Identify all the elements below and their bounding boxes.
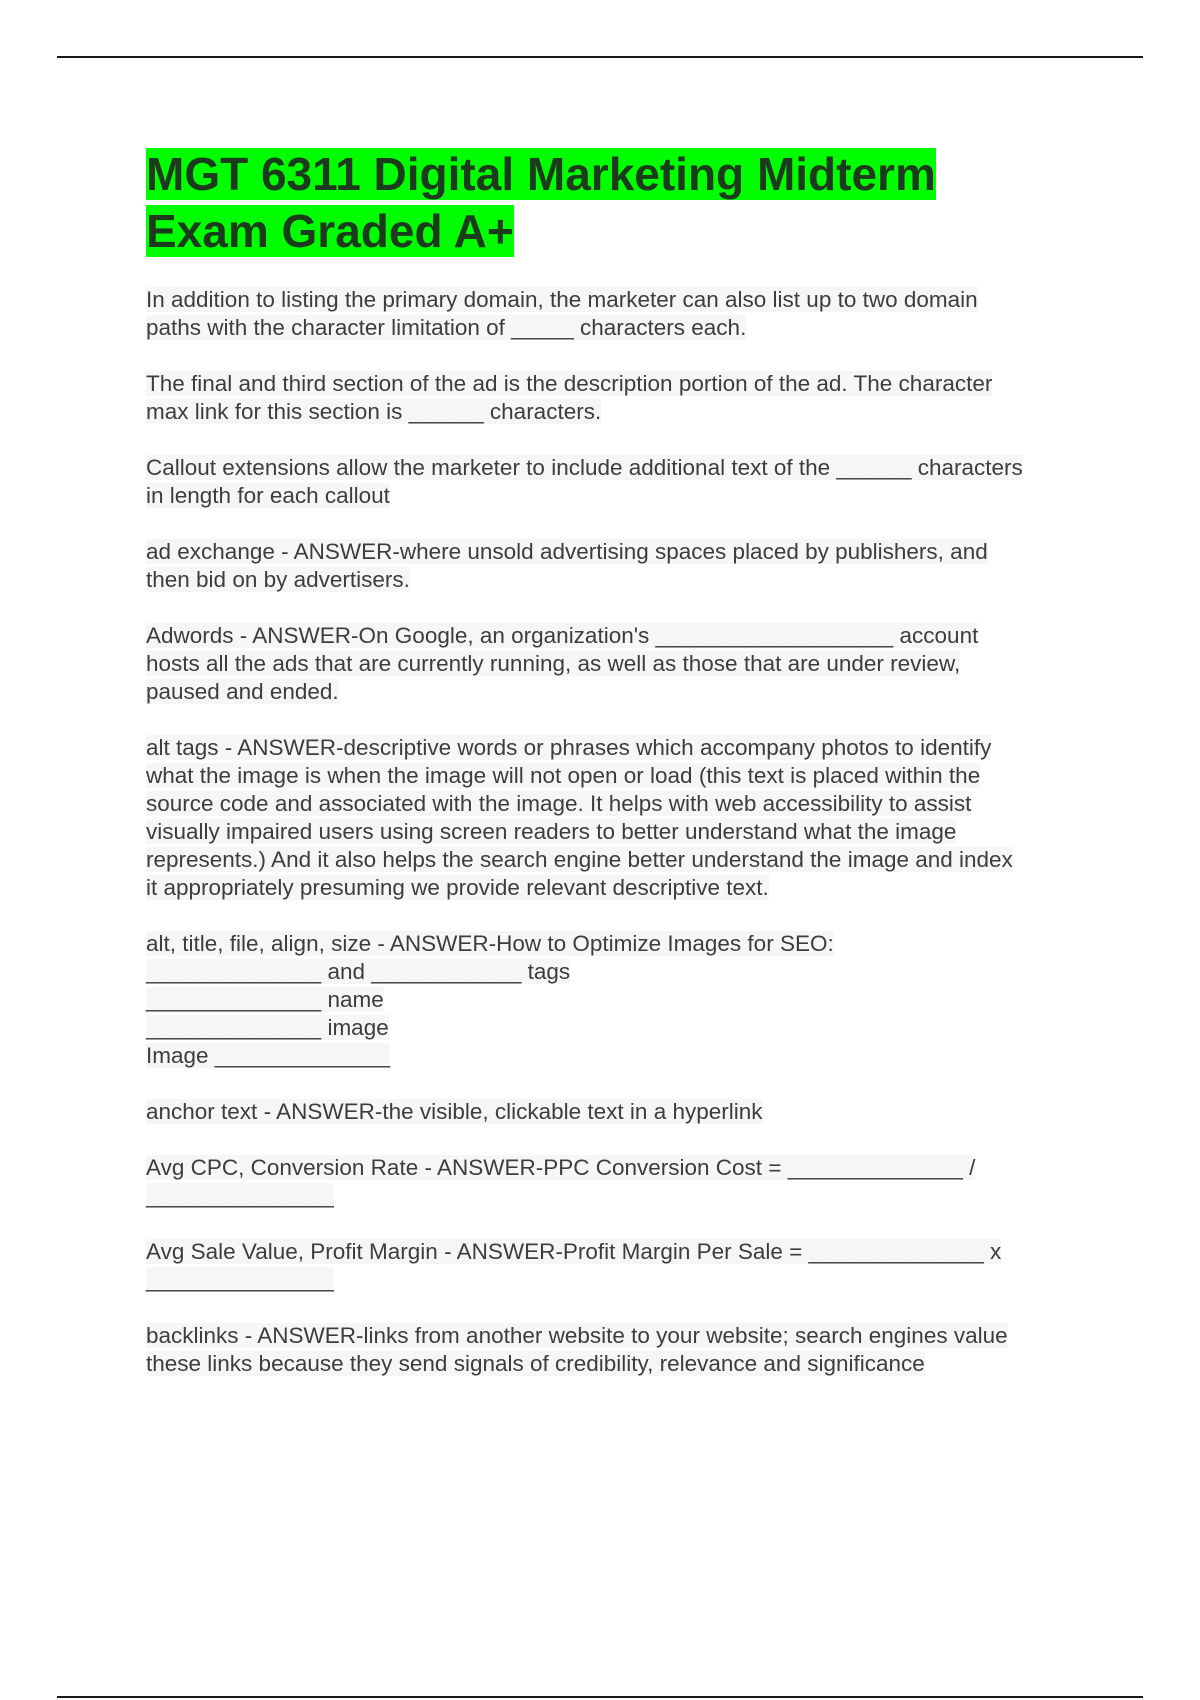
entry-ad-exchange: ad exchange - ANSWER-where unsold advertising spaces placed by publishers, and then bid on by advertisers. bbox=[146, 539, 988, 592]
entry-profit-margin: Avg Sale Value, Profit Margin - ANSWER-Profit Margin Per Sale = ______________ x _______________ bbox=[146, 1239, 1002, 1292]
document-body bbox=[146, 146, 1096, 1406]
title-line-2: Exam Graded A+ bbox=[146, 205, 514, 257]
entry-description-max: The final and third section of the ad is the description portion of the ad. The character max link for this section is ______ characters. bbox=[146, 371, 993, 424]
entry-backlinks: backlinks - ANSWER-links from another website to your website; search engines value these links because they send signals of credibility, relevance and significance bbox=[146, 1323, 1008, 1376]
entry-anchor-text: anchor text - ANSWER-the visible, clickable text in a hyperlink bbox=[146, 1099, 763, 1124]
title-line-1: MGT 6311 Digital Marketing Midterm bbox=[146, 148, 936, 200]
bottom-rule bbox=[57, 1696, 1143, 1698]
document-title bbox=[146, 146, 1096, 260]
entry-optimize-images: alt, title, file, align, size - ANSWER-How to Optimize Images for SEO: ______________ and ____________ tags ______________ name ______________ image Image ______________ bbox=[146, 931, 834, 1068]
entry-callout-extensions: Callout extensions allow the marketer to include additional text of the ______ characters in length for each callout bbox=[146, 455, 1023, 508]
top-rule bbox=[57, 56, 1143, 58]
entry-ppc-conversion-cost: Avg CPC, Conversion Rate - ANSWER-PPC Conversion Cost = ______________ / _______________ bbox=[146, 1155, 976, 1208]
entry-domain-paths: In addition to listing the primary domain, the marketer can also list up to two domain paths with the character limitation of _____ characters each. bbox=[146, 287, 978, 340]
entry-alt-tags: alt tags - ANSWER-descriptive words or phrases which accompany photos to identify what the image is when the image will not open or load (this text is placed within the source code and associated with the image. It helps with web accessibility to assist visually impaired users using screen readers to better understand what the image represents.) And it also helps the search engine better understand the image and index it appropriately presuming we provide relevant descriptive text. bbox=[146, 735, 1013, 900]
entry-adwords: Adwords - ANSWER-On Google, an organization's ___________________ account hosts all the ads that are currently running, as well as those that are under review, paused and ended. bbox=[146, 623, 979, 704]
